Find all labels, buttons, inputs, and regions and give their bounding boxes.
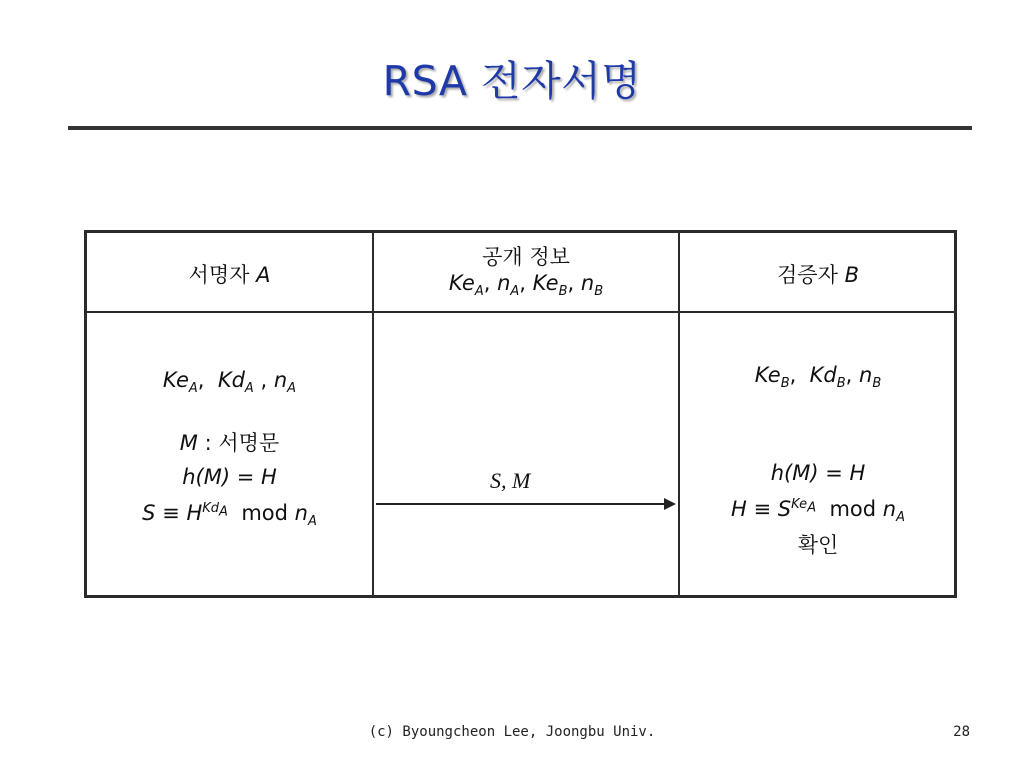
public-info-label: 공개 정보 xyxy=(482,245,570,269)
verifier-keys: $Ke_B$, $Kd_B$, $n_B$ xyxy=(754,363,882,392)
public-info-header xyxy=(374,244,678,300)
title-rule xyxy=(68,126,972,130)
signer-keys: $Ke_A$, $Kd_A$ , $n_A$ xyxy=(162,368,297,397)
signer-signature: $S \equiv H^{Kd_A}$ mod $n_A$ xyxy=(142,501,317,530)
verifier-hash: h(M) = H xyxy=(770,461,866,485)
verifier-header xyxy=(680,262,956,288)
transfer-label: S, M xyxy=(490,468,531,493)
footer-credit: (c) Byoungcheon Lee, Joongbu Univ. xyxy=(368,724,656,740)
signer-header xyxy=(87,262,372,288)
public-info-keys: $Ke_A$, $n_A$, $Ke_B$, $n_B$ xyxy=(448,271,604,300)
verifier-check: $H \equiv S^{Ke_A}$ mod $n_A$ xyxy=(731,497,905,526)
signer-header-label: 서명자 xyxy=(188,263,250,287)
verifier-header-var: B xyxy=(844,263,859,287)
transfer-arrow-line xyxy=(376,503,664,505)
message-label: : 서명문 xyxy=(204,431,280,455)
page-number: 28 xyxy=(953,724,970,740)
verifier-confirm: 확인 xyxy=(797,533,839,557)
header-divider xyxy=(87,311,954,313)
signer-hash: h(M) = H xyxy=(182,465,277,489)
slide-title: RSA 전자서명 xyxy=(382,57,642,105)
signer-message xyxy=(87,430,372,456)
verifier-header-label: 검증자 xyxy=(777,263,838,287)
message-var: M xyxy=(179,431,198,455)
signer-header-var: A xyxy=(256,263,271,287)
transfer-arrow-head xyxy=(664,498,676,510)
